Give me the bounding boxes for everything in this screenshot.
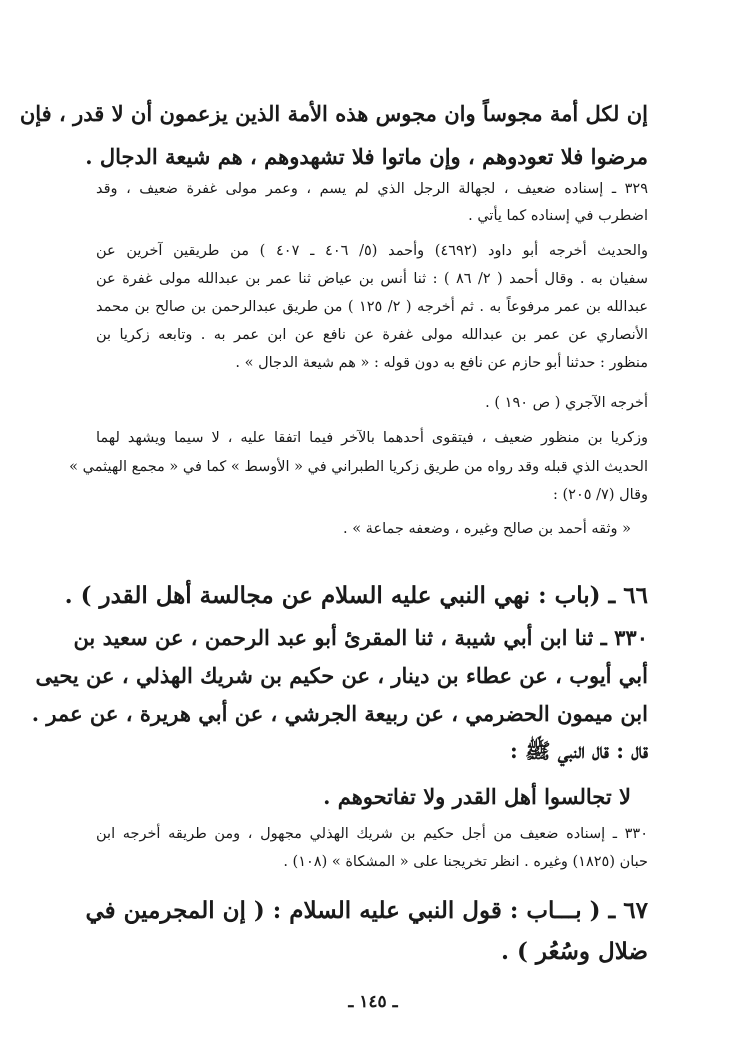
note-329-line-2: اضطرب في إسناده كما يأتي . [468, 208, 648, 224]
takhrij-line-4: الأنصاري عن عمر بن عبدالله مولى غفرة عن نافع عن ابن عمر به . وتابعه زكريا بن [96, 327, 648, 343]
page-number: ـ ١٤٥ ـ [348, 992, 398, 1012]
zakariya-line-4: « وثقه أحمد بن صالح وغيره ، وضعفه جماعة » . [342, 521, 631, 537]
takhrij-line-5: منظور : حدثنا أبو حازم عن نافع به دون قوله : « هم شيعة الدجال » . [235, 355, 648, 371]
hadith-330-line-3: ابن ميمون الحضرمي ، عن ربيعة الجرشي ، عن أبي هريرة ، عن عمر . [31, 701, 648, 726]
note-329-line-1: ٣٢٩ ـ إسناده ضعيف ، لجهالة الرجل الذي لم يسم ، وعمر مولى غفرة ضعيف ، وقد [96, 181, 648, 197]
takhrij-line-2: سفيان به . وقال أحمد ( ٢/ ٨٦ ) : ثنا أنس بن عياض ثنا عمر بن عبدالله مولى غفرة عن [96, 271, 649, 287]
opening-line-1: إن لكل أمة مجوساً وان مجوس هذه الأمة الذين يزعمون أن لا قدر ، فإن [19, 101, 648, 126]
zakariya-line-1: وزكريا بن منظور ضعيف ، فيتقوى أحدهما بالآخر فيما اتفقا عليه ، لا سيما ويشهد لهما [96, 430, 648, 446]
takhrij-line-3: عبدالله بن عمر مرفوعاً به . ثم أخرجه ( ٢/ ١٢٥ ) من طريق عبدالرحمن بن صالح بن محمد [96, 299, 649, 315]
hadith-330-line-1: ٣٣٠ ـ ثنا ابن أبي شيبة ، ثنا المقرئ أبو عبد الرحمن ، عن سعيد بن [73, 625, 648, 650]
bab-67-heading-line-1: ٦٧ ـ ( بـــاب : قول النبي عليه السلام : ( إن المجرمين في [85, 897, 648, 924]
takhrij-line-1: والحديث أخرجه أبو داود (٤٦٩٢) وأحمد (٥/ ٤٠٦ ـ ٤٠٧ ) من طريقين آخرين عن [96, 243, 648, 259]
zakariya-line-2: الحديث الذي قبله وقد رواه من طريق زكريا الطبراني في « الأوسط » كما في « مجمع الهيثمي » [69, 459, 648, 475]
note-330-line-1: ٣٣٠ ـ إسناده ضعيف من أجل حكيم بن شريك الهذلي مجهول ، ومن طريقه أخرجه ابن [96, 826, 648, 842]
bab-67-heading-line-2: ضلال وسُعُر ) . [500, 938, 648, 965]
zakariya-line-3: وقال (٧/ ٢٠٥) : [553, 487, 648, 503]
hadith-330-line-2: أبي أيوب ، عن عطاء بن دينار ، عن حكيم بن شريك الهذلي ، عن يحيى [35, 663, 648, 688]
note-330-line-2: حبان (١٨٢٥) وغيره . انظر تخريجنا على « المشكاة » (١٠٨) . [283, 854, 648, 870]
hadith-330-line-5: لا تجالسوا أهل القدر ولا تفاتحوهم . [323, 784, 631, 809]
bab-66-heading: ٦٦ ـ (باب : نهي النبي عليه السلام عن مجالسة أهل القدر ) . [64, 582, 648, 609]
opening-line-2: مرضوا فلا تعودوهم ، وإن ماتوا فلا تشهدوهم ، هم شيعة الدجال . [85, 144, 648, 169]
hadith-330-line-4: قال : قال النبي ﷺ : [510, 738, 648, 763]
ajurri-line: أخرجه الآجري ( ص ١٩٠ ) . [485, 395, 648, 411]
